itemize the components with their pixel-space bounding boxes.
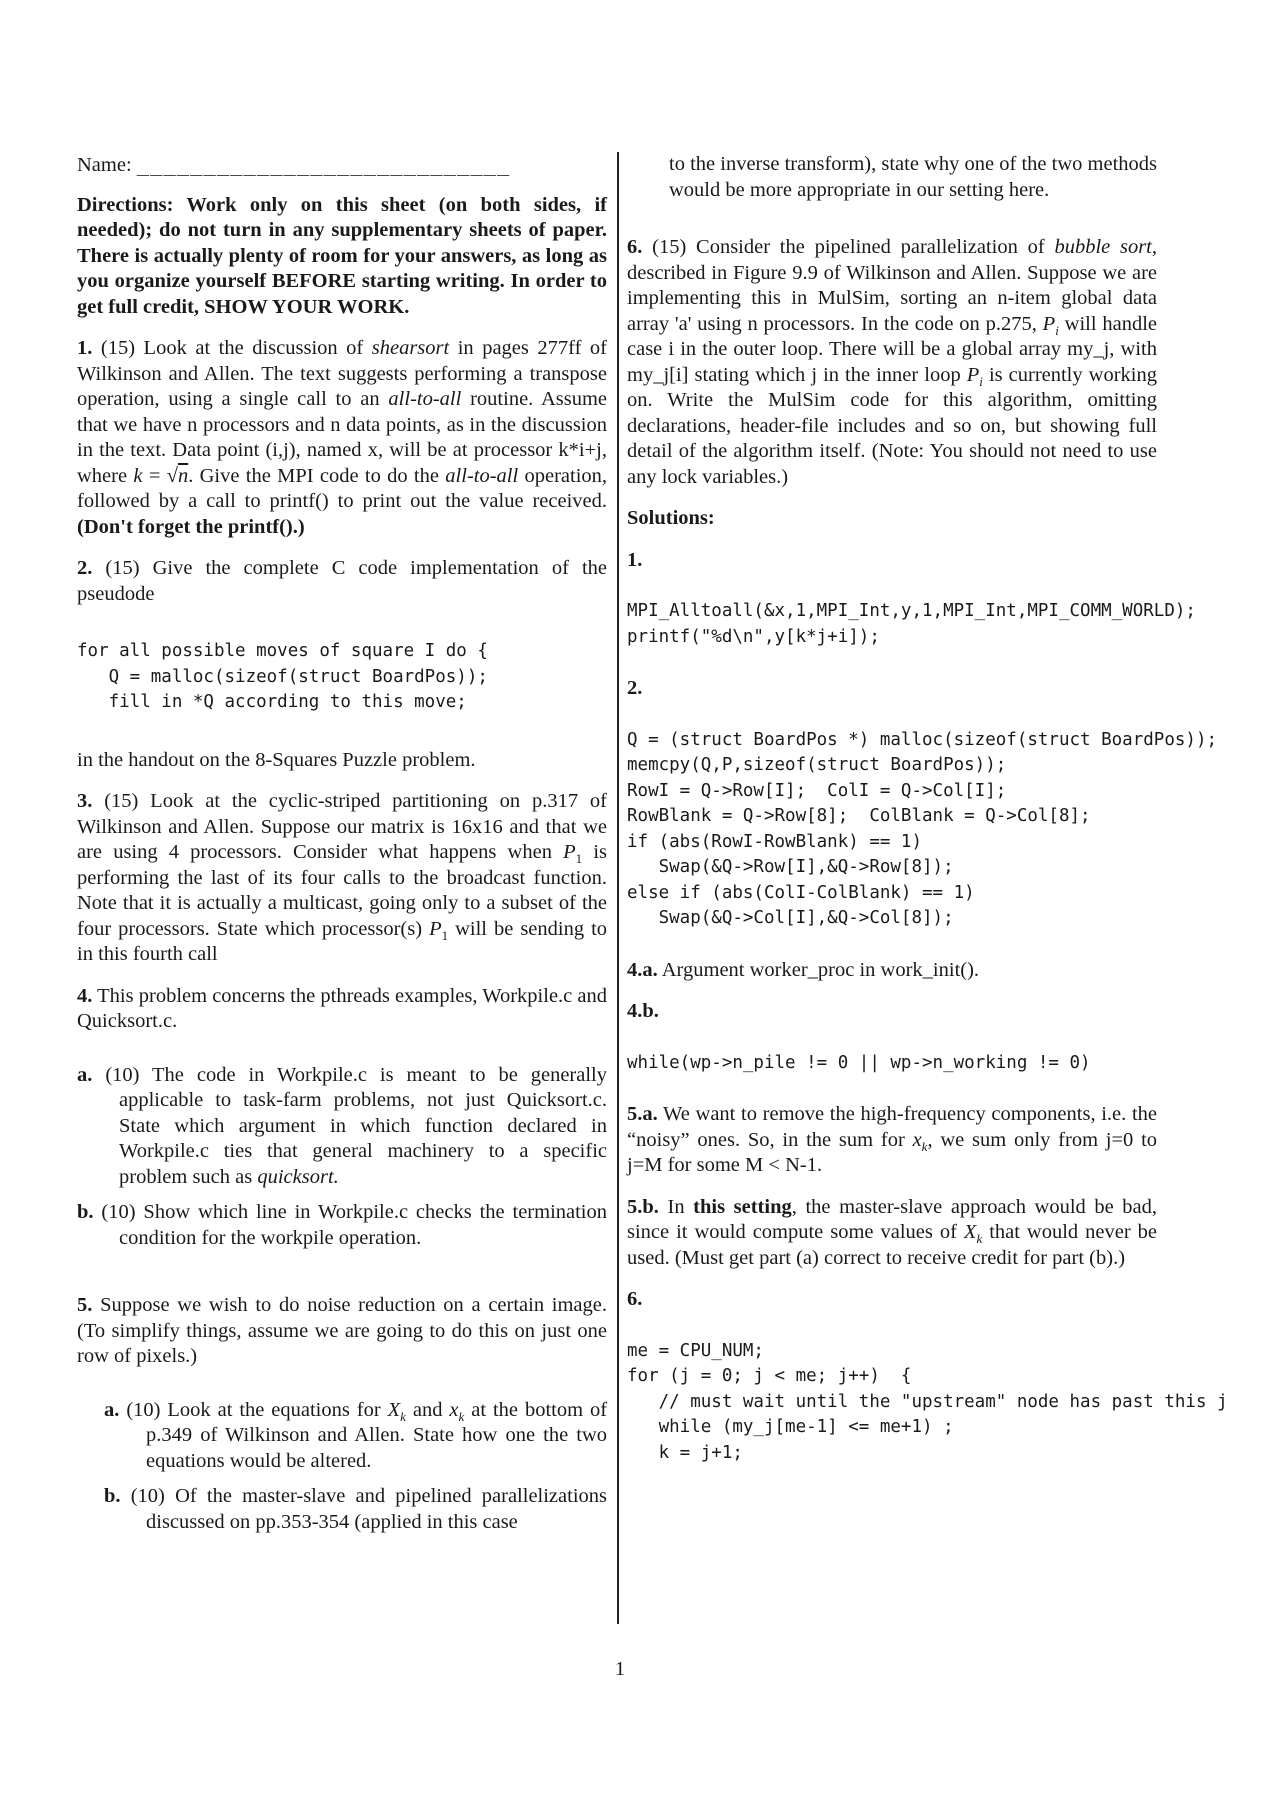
q1-term-all-to-all-2: all-to-all xyxy=(445,464,519,487)
solution-5b-math-k: k xyxy=(976,1231,983,1247)
q5b-text: (10) Of the master-slave and pipelined parallelizations discussed on pp.353-354 (applied in this case xyxy=(130,1485,608,1533)
q1-text-e: operation, followed by a call to printf() to print out the value received. xyxy=(77,464,608,512)
q1-text-d: . Give the MPI code to do the xyxy=(188,464,439,487)
q4a-term: quicksort. xyxy=(257,1165,339,1188)
question-4 xyxy=(77,984,607,1035)
solution-5a-text-b: , we sum only from j=0 to j=M for some M < N-1. xyxy=(627,1128,1158,1176)
name-line xyxy=(77,152,607,179)
q5b-continued: to the inverse transform), state why one of the two methods would be more appropriate in our setting here. xyxy=(669,153,1157,201)
q1-bold-reminder: (Don't forget the printf().) xyxy=(77,515,305,538)
q5a-math-x: x xyxy=(449,1398,459,1421)
q5a-math-X: X xyxy=(387,1398,401,1421)
solution-5b-label: 5.b. xyxy=(627,1195,659,1218)
q4a-label: a. xyxy=(77,1063,93,1086)
q3-math-sub-2: 1 xyxy=(441,927,449,943)
q5a-math-k: k xyxy=(400,1408,406,1424)
q1-text-a: (15) Look at the discussion of xyxy=(100,337,364,359)
q2-after-text: in the handout on the 8-Squares Puzzle problem. xyxy=(77,748,476,771)
q3-math-sub: 1 xyxy=(575,851,583,867)
q4-part-b xyxy=(77,1200,607,1251)
q1-text-b: in pages 277ff of Wilkinson and Allen. The text suggests performing a transpose operation, using a single call to an xyxy=(77,337,608,410)
solution-4a-label: 4.a. xyxy=(627,958,658,981)
q5a-text-a: (10) Look at the equations for xyxy=(126,1398,381,1421)
q5-part-b xyxy=(104,1484,607,1535)
q4-part-a xyxy=(77,1063,607,1191)
q4-number: 4. xyxy=(77,984,93,1007)
solution-6-code: me = CPU_NUM; for (j = 0; j < me; j++) { // must wait until the "upstream" node has past this j while (my_j[me-1] <= me+1) ; k = j+1; xyxy=(627,1340,1228,1463)
q6-math-i: i xyxy=(1055,322,1059,338)
solution-1-label: 1. xyxy=(627,548,643,571)
solution-5b-text-c: that would never be used. (Must get part (a) correct to receive credit for part (b).) xyxy=(627,1221,1158,1269)
q6-math-p-2: P xyxy=(966,363,980,386)
q1-number: 1. xyxy=(77,337,93,359)
q1-term-all-to-all: all-to-all xyxy=(388,388,462,410)
q5b-label: b. xyxy=(104,1485,121,1507)
q3-math-p-2: P xyxy=(429,917,442,940)
q3-text-b: is performing the last of its four calls to the broadcast function. Note that it is actually a multicast, going only to a subset of the four processors. State which processor(s) xyxy=(77,841,608,940)
q1-math-eq: = xyxy=(142,464,167,487)
q1-term-shearsort: shearsort xyxy=(371,337,450,359)
q5b-continued-wrap xyxy=(627,152,1157,203)
q6-text-c: will handle case i in the outer loop. There will be a global array my_j, with my_j[i] stating which j in the inner loop xyxy=(627,312,1158,386)
solution-4b-label: 4.b. xyxy=(627,1000,659,1022)
name-blank: ____________________________ xyxy=(136,152,511,176)
q6-text-b: described in Figure 9.9 of Wilkinson and Allen. Suppose we are implementing this in MulSim, sorting an n-item global data array 'a' using n processors. In the code on p.275, xyxy=(627,261,1157,335)
solution-5b-text-a: In xyxy=(667,1195,685,1218)
solution-6-label: 6. xyxy=(627,1288,643,1310)
solution-5a-label: 5.a. xyxy=(627,1103,658,1125)
q3-text-a: (15) Look at the cyclic-striped partitioning on p.317 of Wilkinson and Allen. Suppose our matrix is 16x16 and that we are using 4 processors. Consider what happens when xyxy=(77,790,607,863)
q3-text-c: will be sending to in this fourth call xyxy=(77,917,608,965)
solution-5b-math-X: X xyxy=(963,1221,977,1243)
solution-5b-text-b: , the master-slave approach would be bad, since it would compute some values of xyxy=(627,1195,1158,1243)
q5-number: 5. xyxy=(77,1294,93,1316)
q1-text-c: routine. Assume that we have n processors and n data points, as in the discussion in the text. Data point (i,j), named x, will be at processor k*i+j, where xyxy=(77,388,608,487)
q1-math-k: k xyxy=(133,464,143,487)
q5-text: Suppose we wish to do noise reduction on a certain image. (To simplify things, assume we are going to do this on just one row of pixels.) xyxy=(77,1294,608,1367)
q1-math-n: n xyxy=(177,464,189,487)
q2-number: 2. xyxy=(77,557,93,579)
solution-5a-math-x: x xyxy=(912,1128,922,1151)
question-6 xyxy=(627,235,1157,490)
q6-text-d: is currently working on. Write the MulSim code for this algorithm, omitting declarations, header-file includes and so on, but showing full detail of the algorithm itself. (Note: You should not need to use any lock variables.) xyxy=(627,363,1157,488)
q6-text-a: (15) Consider the pipelined parallelization of xyxy=(652,236,1045,258)
solution-1-code: MPI_Alltoall(&x,1,MPI_Int,y,1,MPI_Int,MPI_COMM_WORLD); printf("%d\n",y[k*j+i]); xyxy=(627,601,1196,647)
q4b-label: b. xyxy=(77,1201,94,1223)
q4a-text: (10) The code in Workpile.c is meant to be generally applicable to task-farm problems, not just Quicksort.c. State which argument in which function declared in Workpile.c ties that general machinery to a specific problem such as xyxy=(105,1063,607,1188)
q6-math-i-2: i xyxy=(979,373,983,389)
q5a-and: and xyxy=(412,1398,443,1421)
q5-part-a xyxy=(104,1398,607,1475)
q6-math-p: P xyxy=(1042,312,1056,335)
solution-5a-text-a: We want to remove the high-frequency components, i.e. the “noisy” ones. So, in the sum for xyxy=(627,1103,1157,1151)
q5a-text-b: at the bottom of p.349 of Wilkinson and Allen. State how one the two equations would be altered. xyxy=(146,1398,608,1472)
q4-text: This problem concerns the pthreads examples, Workpile.c and Quicksort.c. xyxy=(77,984,607,1032)
solution-5b xyxy=(627,1195,1157,1272)
column-divider xyxy=(617,152,619,1624)
page-number: 1 xyxy=(614,1658,626,1680)
solution-5a-math-k: k xyxy=(921,1138,928,1154)
q2-pseudocode: for all possible moves of square I do { Q = malloc(sizeof(struct BoardPos)); fill in *Q according to this move; xyxy=(77,641,488,712)
solution-2-code: Q = (struct BoardPos *) malloc(sizeof(struct BoardPos)); memcpy(Q,P,sizeof(struct BoardPos)); RowI = Q->Row[I]; ColI = Q->Col[I]; RowBlank = Q->Row[8]; ColBlank = Q->Col[8]; if (abs(RowI-RowBlank) == 1) Swap(&Q->Row[I],&Q->Row[8]); else if (abs(ColI-ColBlank) == 1) Swap(&Q->Col[I],&Q->Col[8]); xyxy=(627,729,1218,928)
name-label: Name: xyxy=(77,154,132,176)
question-2 xyxy=(77,556,607,607)
q5a-label: a. xyxy=(104,1398,120,1421)
q6-term-bubble-sort: bubble sort, xyxy=(1054,236,1158,258)
q6-number: 6. xyxy=(627,236,643,258)
solution-2-label: 2. xyxy=(627,677,643,699)
q4b-text: (10) Show which line in Workpile.c checks the termination condition for the workpile operation. xyxy=(101,1201,607,1249)
directions: Directions: Work only on this sheet (on both sides, if needed); do not turn in any supplementary sheets of paper. There is actually plenty of room for your answers, as long as you organize yourself BEFORE starting writing. In order to get full credit, SHOW YOUR WORK. xyxy=(77,193,607,318)
right-column xyxy=(627,152,1228,1466)
solution-4a-text: Argument worker_proc in work_init(). xyxy=(661,958,980,981)
solution-5a xyxy=(627,1102,1157,1179)
solution-4a xyxy=(627,958,1157,984)
question-3 xyxy=(77,789,607,968)
left-column xyxy=(77,152,607,1535)
solutions-heading: Solutions: xyxy=(627,507,715,529)
q3-math-p: P xyxy=(563,841,576,863)
q3-number: 3. xyxy=(77,790,93,812)
q5-parts xyxy=(77,1398,607,1536)
solution-5b-bold: this setting xyxy=(693,1195,792,1218)
q5a-math-k-2: k xyxy=(458,1408,465,1424)
q2-text: (15) Give the complete C code implementation of the pseudode xyxy=(77,557,607,605)
question-5 xyxy=(77,1293,607,1370)
question-1: 1. (15) Look at the discussion of shearsort in pages 277ff of Wilkinson and Allen. The text suggests performing a transpose operation, using a single call to an all-to-all routine. Assume that we have n processors and n data points, as in the discussion in the text. Data point (i,j), named x, will be at processor k*i+j, where k = √n. Give the MPI code to do the all-to-all operation, followed by a call to printf() to print out the value received. (Don't forget the printf().) xyxy=(77,337,608,538)
solution-4b-code: while(wp->n_pile != 0 || wp->n_working != 0) xyxy=(627,1052,1091,1073)
